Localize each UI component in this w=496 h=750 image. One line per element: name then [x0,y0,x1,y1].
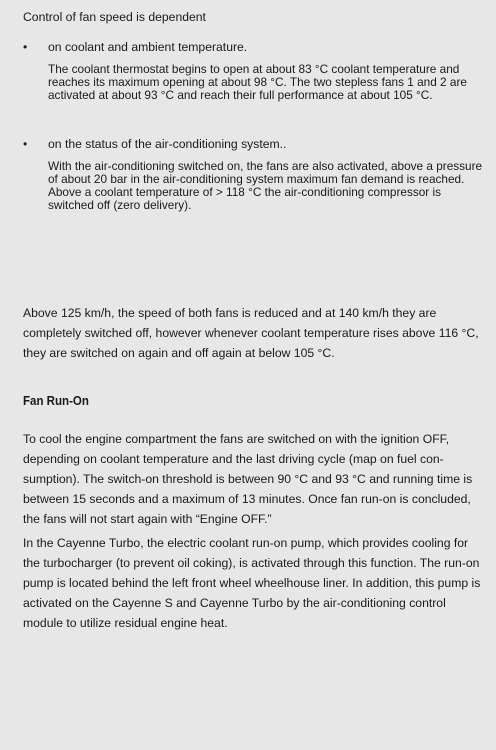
bullet-group-aircon [23,137,482,213]
bullet-item-aircon [23,137,482,152]
intro-text: Control of fan speed is dependent [23,10,206,24]
fan-run-on-paragraph-1: To cool the engine compartment the fans are switched on with the ignition OFF, depending on coolant temperature and the last driving cycle (map on fuel con-sumption). The switch-on threshold is between 90 °C and 93 °C and running time is between 15 seconds and a maximum of 13 minutes. Once fan run-on is concluded, the fans will not start again with “Engine OFF.” [23,432,473,527]
bullet-detail-aircon: With the air-conditioning switched on, the fans are also activated, above a pressure of about 20 bar in the air-conditioning system maximum fan demand is reached. Above a coolant temperature of > 118 °C the air-conditioning compressor is switched off (zero delivery). [48,158,483,213]
fan-run-on-paragraph-2: In the Cayenne Turbo, the electric coolant run-on pump, which provides cooling for the turbocharger (to prevent oil coking), is activated through this function. The run-on pump is located behind the left front wheel wheelhouse liner. In addition, this pump is activated on the Cayenne S and Cayenne Turbo by the air-conditioning control module to utilize residual engine heat. [23,536,481,631]
bullet-item-coolant [23,40,482,55]
bullet-marker: • [23,136,28,151]
section-heading: Fan Run-On [23,393,89,409]
bullet-detail-coolant: The coolant thermostat begins to open at about 83 °C coolant temperature and reaches its maximum opening at about 98 °C. The two stepless fans 1 and 2 are activated at about 93 °C and reach their full performance at about 105 °C. [48,62,467,103]
spacer [23,212,482,303]
bullet-marker: • [23,40,28,54]
bullet-group-coolant [23,40,482,103]
bullet-text-coolant: on coolant and ambient temperature. [48,40,248,54]
speed-paragraph: Above 125 km/h, the speed of both fans is reduced and at 140 km/h they are completely switched off, however whenever coolant temperature rises above 116 °C, they are switched on again and off again at below 105 °C. [23,306,479,361]
spacer [23,103,482,137]
bullet-text-aircon: on the status of the air-conditioning system.. [48,136,287,151]
